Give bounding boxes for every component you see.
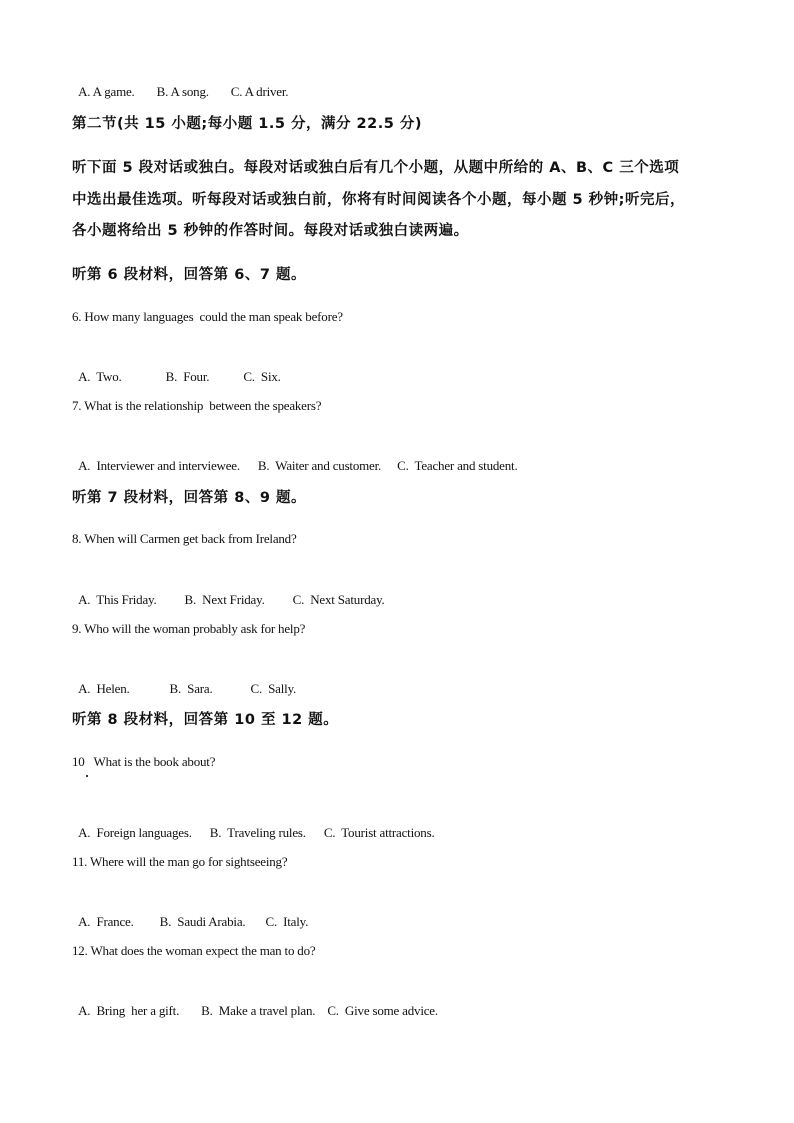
question-7-options [72,442,540,474]
question-6: 6. How many languages could the man speak before? [72,309,343,324]
instruction-line-1: 听下面 5 段对话或独白。每段对话或独白后有几个小题，从题中所给的 A、B、C 三个选项 [72,160,680,176]
option-a: A. Interviewer and interviewee. [78,458,240,473]
instruction-line-2: 中选出最佳选项。听每段对话或独白前，你将有时间阅读各个小题，每小题 5 秒钟;听完后， [72,192,685,208]
option-b: B. Traveling rules. [209,825,306,840]
option-c: C. Sally. [250,681,297,696]
option-b: B. Sara. [169,681,213,696]
option-a: A. Helen. [78,681,130,696]
option-a: A. Two. [78,369,122,384]
question-10-options [72,809,457,841]
question-12-options [72,987,460,1019]
option-a: A. A game. [78,84,135,99]
option-c: C. Next Saturday. [292,592,385,607]
option-c: C. Give some advice. [327,1003,438,1018]
option-c: C. Six. [243,369,281,384]
option-b: B. A song. [156,84,209,99]
option-a: A. Foreign languages. [78,825,192,840]
question-11-options [72,898,330,930]
question-11: 11. Where will the man go for sightseeing? [72,854,288,869]
option-a: A. Bring her a gift. [78,1003,180,1018]
question-8-options [72,576,407,608]
option-b: B. Make a travel plan. [201,1003,316,1018]
question-9-options [72,665,318,697]
option-b: B. Next Friday. [184,592,265,607]
question-8: 8. When will Carmen get back from Ireland? [72,531,297,546]
material-header-7: 听第 7 段材料，回答第 8、9 题。 [72,490,306,506]
question-12: 12. What does the woman expect the man to do? [72,943,316,958]
option-c: C. Italy. [265,914,309,929]
instruction-line-3: 各小题将给出 5 秒钟的作答时间。每段对话或独白读两遍。 [72,223,469,239]
material-header-6: 听第 6 段材料，回答第 6、7 题。 [72,267,306,283]
q5-options [72,68,310,100]
option-c: C. Teacher and student. [397,458,518,473]
section-title: 第二节(共 15 小题;每小题 1.5 分，满分 22.5 分) [72,116,422,132]
option-c: C. A driver. [230,84,289,99]
option-a: A. France. [78,914,134,929]
option-b: B. Four. [165,369,210,384]
material-header-8: 听第 8 段材料，回答第 10 至 12 题。 [72,712,339,728]
option-b: B. Saudi Arabia. [159,914,246,929]
question-9: 9. Who will the woman probably ask for help? [72,621,306,636]
option-c: C. Tourist attractions. [323,825,435,840]
question-10: 10 What is the book about? [72,754,216,769]
stray-dot [86,775,88,777]
option-a: A. This Friday. [78,592,157,607]
question-6-options [72,353,303,385]
option-b: B. Waiter and customer. [257,458,382,473]
question-7: 7. What is the relationship between the speakers? [72,398,322,413]
